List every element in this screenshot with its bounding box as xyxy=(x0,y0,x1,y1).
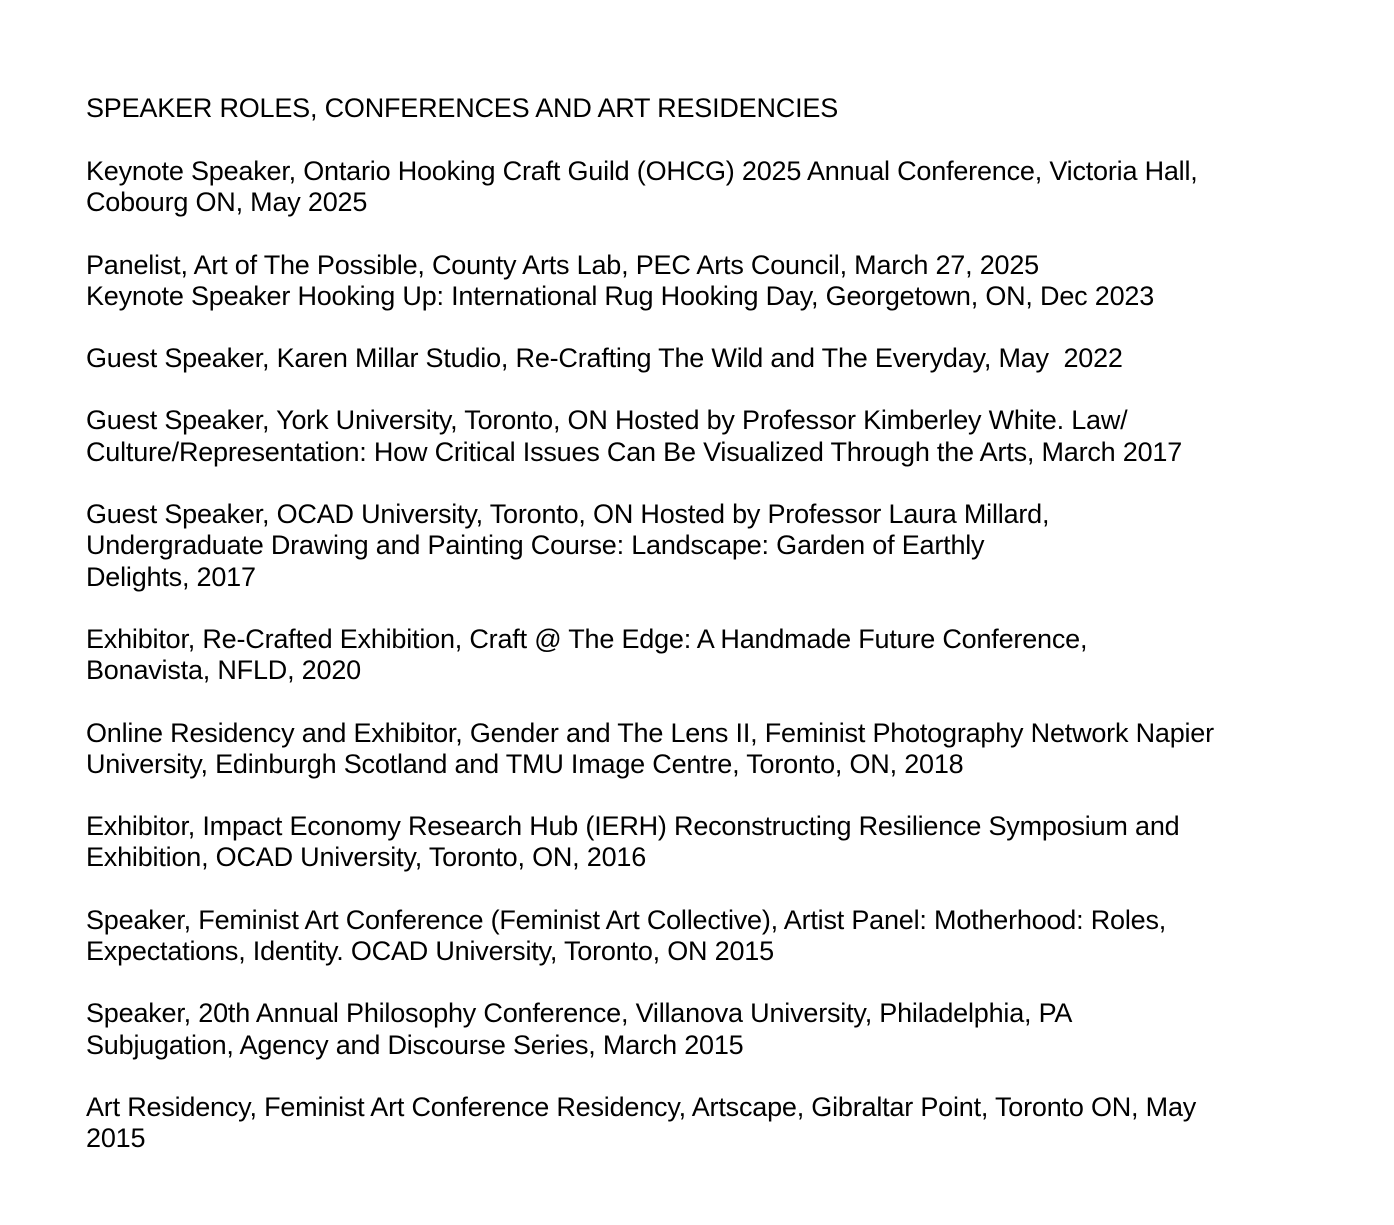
entry-item xyxy=(86,905,1346,968)
entry-line: Bonavista, NFLD, 2020 xyxy=(86,655,361,686)
entry-line: Exhibition, OCAD University, Toronto, ON, 2016 xyxy=(86,842,647,873)
entry-line: Culture/Representation: How Critical Issues Can Be Visualized Through the Arts, March 2017 xyxy=(86,436,1183,467)
entry-line: Keynote Speaker Hooking Up: International Rug Hooking Day, Georgetown, ON, Dec 2023 xyxy=(86,280,1155,311)
entry-item xyxy=(86,250,1346,313)
entry-item xyxy=(86,811,1346,874)
entry-line: Art Residency, Feminist Art Conference Residency, Artscape, Gibraltar Point, Toronto ON, May xyxy=(86,1091,1197,1122)
entry-item xyxy=(86,156,1346,219)
entry-line: Speaker, Feminist Art Conference (Feminist Art Collective), Artist Panel: Motherhood: Roles, xyxy=(86,904,1167,935)
entry-line: Delights, 2017 xyxy=(86,561,256,592)
entry-line: University, Edinburgh Scotland and TMU Image Centre, Toronto, ON, 2018 xyxy=(86,748,964,779)
entry-item xyxy=(86,343,1346,374)
entry-line: 2015 xyxy=(86,1123,146,1154)
entry-line: Cobourg ON, May 2025 xyxy=(86,187,368,218)
entry-item xyxy=(86,998,1346,1061)
entry-line: Undergraduate Drawing and Painting Course: Landscape: Garden of Earthly xyxy=(86,530,985,561)
entry-line: Guest Speaker, OCAD University, Toronto, ON Hosted by Professor Laura Millard, xyxy=(86,499,1050,530)
entry-item xyxy=(86,624,1346,687)
entry-item xyxy=(86,1092,1346,1155)
entry-line: Online Residency and Exhibitor, Gender and The Lens II, Feminist Photography Network Napier xyxy=(86,717,1214,748)
entry-item xyxy=(86,718,1346,781)
entry-line: Exhibitor, Re-Crafted Exhibition, Craft @ The Edge: A Handmade Future Conference, xyxy=(86,623,1088,654)
entry-line: Keynote Speaker, Ontario Hooking Craft Guild (OHCG) 2025 Annual Conference, Victoria Hall, xyxy=(86,156,1198,186)
entry-line: Speaker, 20th Annual Philosophy Conference, Villanova University, Philadelphia, PA xyxy=(86,998,1073,1029)
entry-line: Panelist, Art of The Possible, County Arts Lab, PEC Arts Council, March 27, 2025 xyxy=(86,249,1039,280)
entry-line: Expectations, Identity. OCAD University, Toronto, ON 2015 xyxy=(86,936,774,967)
entry-line: Guest Speaker, York University, Toronto, ON Hosted by Professor Kimberley White. Law/ xyxy=(86,405,1128,436)
entry-line: Guest Speaker, Karen Millar Studio, Re-Crafting The Wild and The Everyday, May 2022 xyxy=(86,343,1123,374)
entry-line: Subjugation, Agency and Discourse Series, March 2015 xyxy=(86,1029,744,1060)
entry-item xyxy=(86,499,1346,593)
section-heading: SPEAKER ROLES, CONFERENCES AND ART RESIDENCIES xyxy=(86,93,839,123)
document-body xyxy=(86,93,1346,1186)
entry-item xyxy=(86,405,1346,468)
entry-line: Exhibitor, Impact Economy Research Hub (IERH) Reconstructing Resilience Symposium and xyxy=(86,811,1180,842)
